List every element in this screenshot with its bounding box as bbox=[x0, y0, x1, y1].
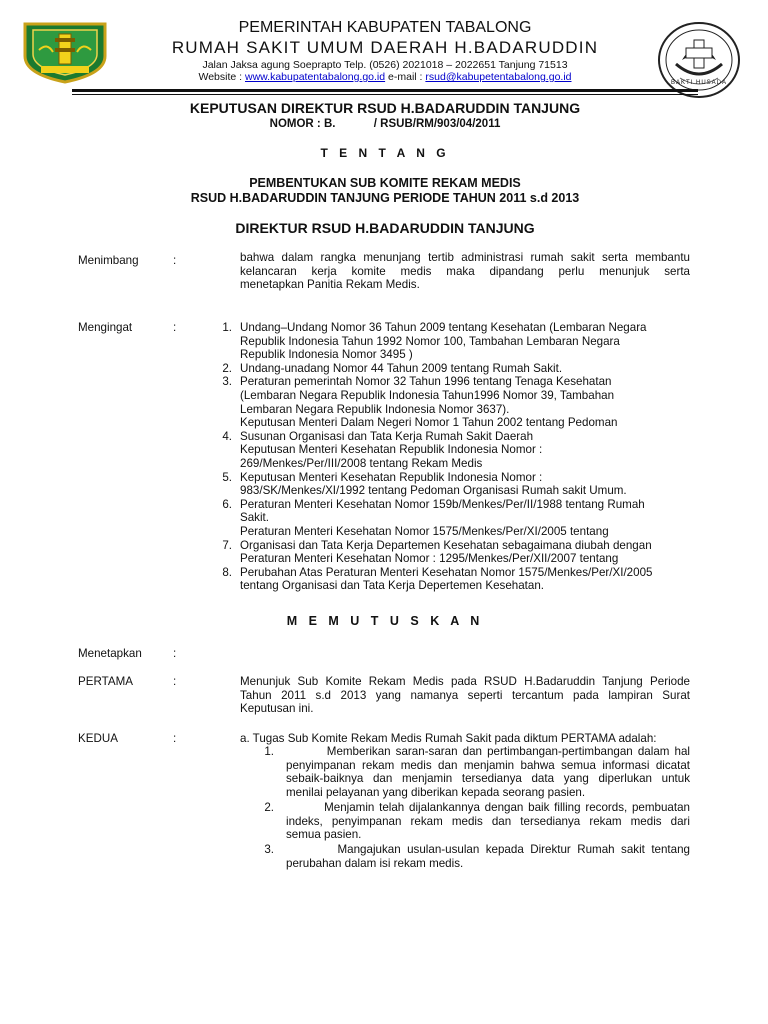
mengingat-label: Mengingat bbox=[78, 321, 133, 334]
pertama-label: PERTAMA bbox=[78, 675, 133, 688]
mengingat-colon: : bbox=[173, 321, 177, 334]
text-line: Keputusan ini. bbox=[240, 702, 314, 716]
kedua-item-number: 1. bbox=[264, 745, 274, 758]
kedua-label: KEDUA bbox=[78, 732, 118, 745]
website-link[interactable]: www.kabupatentabalong.go.id bbox=[245, 71, 386, 83]
mengingat-item-text: Undang–Undang Nomor 36 Tahun 2009 tentang Kesehatan (Lembaran Negara bbox=[240, 321, 647, 334]
mengingat-item-number bbox=[212, 457, 232, 471]
mengingat-item-number: 8. bbox=[222, 565, 232, 579]
shield-emblem-icon bbox=[19, 20, 111, 84]
mengingat-item-text: Susunan Organisasi dan Tata Kerja Rumah Sakit Daerah bbox=[240, 429, 534, 443]
mengingat-item-text: Peraturan pemerintah Nomor 32 Tahun 1996 tentang Tenaga Kesehatan bbox=[240, 375, 612, 389]
mengingat-item-text: Organisasi dan Tata Kerja Departemen Kesehatan sebagaimana diubah dengan bbox=[240, 538, 652, 552]
text-line: kelancaran kerja komite medis maka dipandang perlu menunjuk serta bbox=[240, 264, 690, 278]
text-line: Menjamin telah dijalankannya dengan baik filling records, pembuatan bbox=[286, 801, 690, 814]
contact-line bbox=[150, 71, 620, 83]
mengingat-item bbox=[212, 552, 690, 566]
mengingat-item bbox=[212, 430, 690, 444]
mengingat-item-number bbox=[212, 389, 232, 403]
mengingat-item-number: 4. bbox=[222, 429, 232, 443]
text-line: Mangajukan usulan-usulan kepada Direktur Rumah sakit tentang bbox=[286, 843, 690, 856]
logo-caption: BAKTI HUSADA bbox=[670, 80, 727, 86]
mengingat-item-number bbox=[212, 579, 232, 593]
text-line: perubahan dalam isi rekam medis. bbox=[286, 856, 464, 870]
mengingat-item-number bbox=[212, 403, 232, 417]
mengingat-item-number: 1. bbox=[222, 321, 232, 334]
kedua-item-number: 2. bbox=[264, 801, 274, 814]
text-line: Tahun 2011 s.d 2013 yang namanya seperti tercantum pada lampiran Surat bbox=[240, 688, 690, 702]
mengingat-item bbox=[212, 335, 690, 349]
menimbang-colon: : bbox=[173, 254, 177, 267]
header-divider-thick bbox=[72, 89, 698, 92]
mengingat-item-text: Peraturan Menteri Kesehatan Nomor : 1295/Menkes/Per/XII/2007 tentang bbox=[240, 552, 619, 566]
mengingat-item-number bbox=[212, 525, 232, 539]
text-line: semua pasien. bbox=[286, 828, 362, 842]
mengingat-item-text: Sakit. bbox=[240, 511, 269, 525]
mengingat-list bbox=[212, 321, 690, 593]
decision-title: KEPUTUSAN DIREKTUR RSUD H.BADARUDDIN TANJUNG bbox=[189, 100, 581, 116]
subject-line-1: PEMBENTUKAN SUB KOMITE REKAM MEDIS bbox=[249, 176, 521, 190]
mengingat-item-text: Republik Indonesia Nomor 3495 ) bbox=[240, 348, 413, 362]
hospital-name: RUMAH SAKIT UMUM DAERAH H.BADARUDDIN bbox=[171, 38, 599, 57]
kedua-colon: : bbox=[173, 732, 177, 745]
mengingat-item-number bbox=[212, 484, 232, 498]
mengingat-item-text: Perubahan Atas Peraturan Menteri Kesehatan Nomor 1575/Menkes/Per/XI/2005 bbox=[240, 565, 653, 579]
mengingat-item bbox=[212, 348, 690, 362]
mengingat-item bbox=[212, 525, 690, 539]
mengingat-item bbox=[212, 443, 690, 457]
mengingat-item-text: Undang-unadang Nomor 44 Tahun 2009 tentang Rumah Sakit. bbox=[240, 361, 563, 375]
memutuskan-heading: M E M U T U S K A N bbox=[286, 614, 484, 628]
mengingat-item bbox=[212, 484, 690, 498]
text-line: sebaik-baiknya dan menjamin tersedianya data yang diperlukan untuk bbox=[286, 772, 690, 786]
mengingat-item bbox=[212, 416, 690, 430]
mengingat-item bbox=[212, 471, 690, 485]
mengingat-item-number bbox=[212, 348, 232, 362]
kedua-intro: a. Tugas Sub Komite Rekam Medis Rumah Sakit pada diktum PERTAMA adalah: bbox=[240, 732, 657, 745]
text-line: penyimpanan rekam medis dan menjamin bahwa semua informasi dicatat bbox=[286, 758, 690, 772]
text-line: indeks, penyimpanan rekam medis dan tersedianya rekam medis dari bbox=[286, 814, 690, 828]
about-heading: T E N T A N G bbox=[320, 146, 450, 160]
bakti-husada-emblem-icon bbox=[656, 20, 742, 100]
mengingat-item-text: Lembaran Negara Republik Indonesia Nomor 3637). bbox=[240, 402, 510, 416]
mengingat-item-text: (Lembaran Negara Republik Indonesia Tahun1996 Nomor 39, Tambahan bbox=[240, 388, 615, 402]
header-divider-thin bbox=[72, 94, 698, 95]
government-name: PEMERINTAH KABUPATEN TABALONG bbox=[238, 19, 532, 36]
mengingat-item bbox=[212, 511, 690, 525]
website-label: Website : bbox=[198, 71, 243, 83]
mengingat-item bbox=[212, 457, 690, 471]
mengingat-item-text: Peraturan Menteri Kesehatan Nomor 159b/Menkes/Per/II/1988 tentang Rumah bbox=[240, 497, 645, 511]
mengingat-item bbox=[212, 321, 690, 335]
subject-line-2: RSUD H.BADARUDDIN TANJUNG PERIODE TAHUN 2011 s.d 2013 bbox=[190, 191, 580, 205]
mengingat-item bbox=[212, 539, 690, 553]
menetapkan-colon: : bbox=[173, 647, 177, 660]
mengingat-item-number bbox=[212, 511, 232, 525]
email-link[interactable]: rsud@kabupetentabalong.go.id bbox=[425, 71, 572, 83]
mengingat-item bbox=[212, 579, 690, 593]
mengingat-item-text: tentang Organisasi dan Tata Kerja Depertemen Kesehatan. bbox=[240, 579, 544, 593]
mengingat-item-text: Keputusan Menteri Kesehatan Republik Indonesia Nomor : bbox=[240, 470, 543, 484]
mengingat-item bbox=[212, 375, 690, 389]
mengingat-item bbox=[212, 389, 690, 403]
kedua-item-text bbox=[286, 843, 690, 870]
text-line: Menunjuk Sub Komite Rekam Medis pada RSUD H.Badaruddin Tanjung Periode bbox=[240, 675, 690, 688]
mengingat-item-text: 269/Menkes/Per/III/2008 tentang Rekam Medis bbox=[240, 456, 483, 470]
mengingat-item-number bbox=[212, 552, 232, 566]
mengingat-item-number bbox=[212, 443, 232, 457]
pertama-colon: : bbox=[173, 675, 177, 688]
kabupaten-tabalong-logo bbox=[19, 20, 111, 89]
text-line: menilai pelayanan yang diberikan kepada seorang pasien. bbox=[286, 785, 586, 799]
mengingat-item bbox=[212, 498, 690, 512]
mengingat-item-number bbox=[212, 416, 232, 430]
kedua-item-number: 3. bbox=[264, 843, 274, 856]
text-line: menetapkan Panitia Rekam Medis. bbox=[240, 278, 420, 292]
mengingat-item-number: 5. bbox=[222, 470, 232, 484]
bakti-husada-logo bbox=[656, 20, 742, 105]
mengingat-item-number bbox=[212, 335, 232, 349]
menimbang-label: Menimbang bbox=[78, 254, 139, 267]
mengingat-item-number: 6. bbox=[222, 497, 232, 511]
menimbang-text bbox=[240, 251, 690, 292]
text-line: Memberikan saran-saran dan pertimbangan-pertimbangan dalam hal bbox=[286, 745, 690, 758]
mengingat-item-text: 983/SK/Menkes/XI/1992 tentang Pedoman Organisasi Rumah sakit Umum. bbox=[240, 484, 627, 498]
address-line: Jalan Jaksa agung Soeprapto Telp. (0526) 2021018 – 2022651 Tanjung 71513 bbox=[202, 59, 568, 71]
mengingat-item bbox=[212, 362, 690, 376]
mengingat-item-text: Keputusan Menteri Dalam Negeri Nomor 1 Tahun 2002 tentang Pedoman bbox=[240, 416, 618, 430]
email-label: e-mail : bbox=[388, 71, 423, 83]
mengingat-item-number: 2. bbox=[222, 361, 232, 375]
pertama-text bbox=[240, 675, 690, 716]
menetapkan-label: Menetapkan bbox=[78, 647, 142, 660]
kedua-item-text bbox=[286, 745, 690, 799]
text-line: bahwa dalam rangka menunjang tertib administrasi rumah sakit serta membantu bbox=[240, 251, 690, 264]
director-heading: DIREKTUR RSUD H.BADARUDDIN TANJUNG bbox=[235, 220, 535, 236]
kedua-item-text bbox=[286, 801, 690, 842]
mengingat-item bbox=[212, 566, 690, 580]
mengingat-item-text: Peraturan Menteri Kesehatan Nomor 1575/Menkes/Per/XI/2005 tentang bbox=[240, 524, 609, 538]
mengingat-item-text: Keputusan Menteri Kesehatan Republik Indonesia Nomor : bbox=[240, 443, 543, 457]
decision-number: NOMOR : B. / RSUB/RM/903/04/2011 bbox=[269, 118, 501, 130]
mengingat-item bbox=[212, 403, 690, 417]
mengingat-item-number: 3. bbox=[222, 375, 232, 389]
mengingat-item-text: Republik Indonesia Tahun 1992 Nomor 100, Tambahan Lembaran Negara bbox=[240, 334, 620, 348]
mengingat-item-number: 7. bbox=[222, 538, 232, 552]
